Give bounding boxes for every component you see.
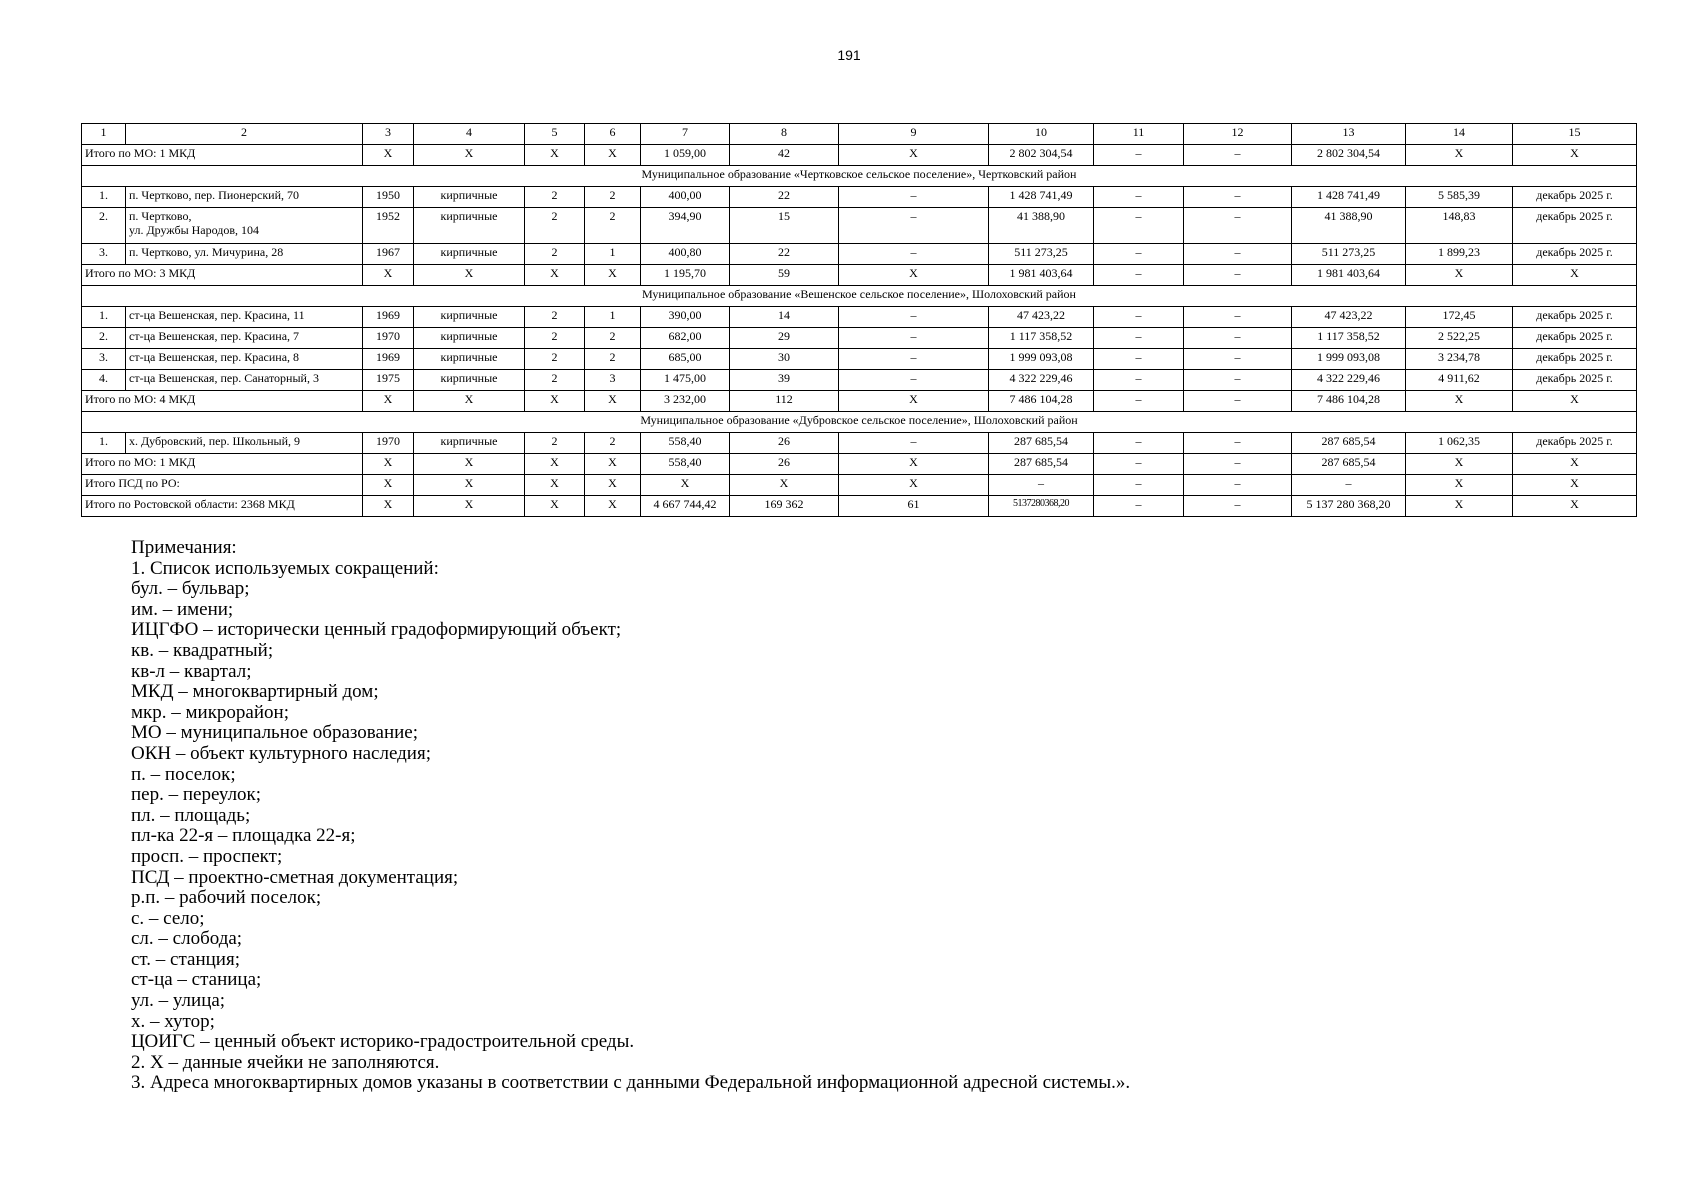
table-cell: – bbox=[1094, 244, 1184, 265]
table-cell: X bbox=[585, 145, 641, 166]
table-header-row bbox=[82, 124, 1637, 145]
total-row bbox=[82, 391, 1637, 412]
table-cell: – bbox=[1094, 349, 1184, 370]
table-cell: кирпичные bbox=[414, 244, 525, 265]
table-cell: 2 bbox=[525, 433, 585, 454]
table-cell: X bbox=[1406, 496, 1513, 517]
table-cell: 3 232,00 bbox=[641, 391, 730, 412]
column-number: 11 bbox=[1094, 124, 1184, 145]
table-cell: 42 bbox=[730, 145, 839, 166]
note-line: МО – муниципальное образование; bbox=[131, 722, 419, 744]
note-line: 1. Список используемых сокращений: bbox=[131, 557, 439, 579]
table-cell: 1 195,70 bbox=[641, 265, 730, 286]
table-cell: X bbox=[730, 475, 839, 496]
table-cell: 2 bbox=[525, 370, 585, 391]
table-cell: X bbox=[1406, 475, 1513, 496]
table-cell: 3 bbox=[585, 370, 641, 391]
column-number: 8 bbox=[730, 124, 839, 145]
note-line: с. – село; bbox=[131, 907, 205, 929]
column-number: 6 bbox=[585, 124, 641, 145]
table-cell: 26 bbox=[730, 433, 839, 454]
table-cell: X bbox=[839, 391, 989, 412]
note-line: п. – поселок; bbox=[131, 763, 236, 785]
column-number: 5 bbox=[525, 124, 585, 145]
table-cell: 3. bbox=[82, 349, 126, 370]
table-cell: – bbox=[1184, 244, 1292, 265]
table-cell: 1 117 358,52 bbox=[1292, 328, 1406, 349]
section-header-row bbox=[82, 166, 1637, 187]
column-number: 4 bbox=[414, 124, 525, 145]
table-cell: – bbox=[1094, 307, 1184, 328]
table-cell: – bbox=[1184, 187, 1292, 208]
table-cell: 3 234,78 bbox=[1406, 349, 1513, 370]
table-row bbox=[82, 244, 1637, 265]
note-line: сл. – слобода; bbox=[131, 928, 243, 950]
table-cell: 2 bbox=[585, 328, 641, 349]
table-cell: 1952 bbox=[363, 208, 414, 244]
table-cell: декабрь 2025 г. bbox=[1513, 370, 1637, 391]
table-cell: 2 bbox=[585, 187, 641, 208]
table-cell: X bbox=[1513, 391, 1637, 412]
table-cell: 1 062,35 bbox=[1406, 433, 1513, 454]
note-line: ст. – станция; bbox=[131, 948, 240, 970]
table-cell: 287 685,54 bbox=[989, 433, 1094, 454]
total-row bbox=[82, 454, 1637, 475]
table-cell: декабрь 2025 г. bbox=[1513, 307, 1637, 328]
table-cell: X bbox=[525, 496, 585, 517]
table-cell: кирпичные bbox=[414, 349, 525, 370]
table-cell: 2. bbox=[82, 328, 126, 349]
table-cell: X bbox=[585, 265, 641, 286]
table-cell: Итого по МО: 1 МКД bbox=[82, 454, 363, 475]
table-cell: 2. bbox=[82, 208, 126, 244]
table-cell: Муниципальное образование «Чертковское сельское поселение», Чертковский район bbox=[82, 166, 1637, 187]
table-row bbox=[82, 433, 1637, 454]
total-row bbox=[82, 496, 1637, 517]
table-cell: X bbox=[585, 454, 641, 475]
table-cell: X bbox=[1513, 454, 1637, 475]
table-cell: п. Чертково, ул. Мичурина, 28 bbox=[126, 244, 363, 265]
table-cell: 172,45 bbox=[1406, 307, 1513, 328]
table-cell: – bbox=[1184, 475, 1292, 496]
note-line: ОКН – объект культурного наследия; bbox=[131, 742, 431, 764]
table-cell: 2 bbox=[525, 349, 585, 370]
note-line: х. – хутор; bbox=[131, 1010, 215, 1032]
table-cell: кирпичные bbox=[414, 307, 525, 328]
table-cell: X bbox=[363, 145, 414, 166]
table-cell: – bbox=[839, 307, 989, 328]
table-cell: – bbox=[839, 328, 989, 349]
table-cell: х. Дубровский, пер. Школьный, 9 bbox=[126, 433, 363, 454]
table-cell: 4. bbox=[82, 370, 126, 391]
table-cell: 2 522,25 bbox=[1406, 328, 1513, 349]
table-cell: кирпичные bbox=[414, 370, 525, 391]
table-cell: – bbox=[1184, 454, 1292, 475]
table-cell: 3. bbox=[82, 244, 126, 265]
column-number: 15 bbox=[1513, 124, 1637, 145]
table-cell: ст-ца Вешенская, пер. Красина, 11 bbox=[126, 307, 363, 328]
table-row bbox=[82, 208, 1637, 244]
table-cell: X bbox=[414, 265, 525, 286]
table-cell: 1 428 741,49 bbox=[1292, 187, 1406, 208]
total-row bbox=[82, 265, 1637, 286]
table-cell: – bbox=[1094, 391, 1184, 412]
table-cell: X bbox=[585, 475, 641, 496]
table-cell: 1 999 093,08 bbox=[989, 349, 1094, 370]
table-cell: 22 bbox=[730, 244, 839, 265]
table-cell: X bbox=[525, 391, 585, 412]
table-cell: 2 bbox=[585, 208, 641, 244]
table-cell: 41 388,90 bbox=[1292, 208, 1406, 244]
table-cell: 685,00 bbox=[641, 349, 730, 370]
table-cell: X bbox=[1406, 145, 1513, 166]
table-cell: 1970 bbox=[363, 328, 414, 349]
table-cell: – bbox=[1292, 475, 1406, 496]
note-line: ИЦГФО – исторически ценный градоформирующий объект; bbox=[131, 619, 622, 641]
table-row bbox=[82, 307, 1637, 328]
table-cell: 7 486 104,28 bbox=[1292, 391, 1406, 412]
table-cell: 1967 bbox=[363, 244, 414, 265]
note-line: пл-ка 22-я – площадка 22-я; bbox=[131, 825, 356, 847]
table-cell: 26 bbox=[730, 454, 839, 475]
table-cell: 1 bbox=[585, 307, 641, 328]
table-cell: X bbox=[363, 475, 414, 496]
table-cell: Итого по МО: 4 МКД bbox=[82, 391, 363, 412]
table-cell: 169 362 bbox=[730, 496, 839, 517]
note-line: МКД – многоквартирный дом; bbox=[131, 681, 379, 703]
table-cell: п. Чертково, ул. Дружбы Народов, 104 bbox=[126, 208, 363, 244]
table-cell: – bbox=[839, 244, 989, 265]
table-cell: 7 486 104,28 bbox=[989, 391, 1094, 412]
table-cell: – bbox=[1094, 208, 1184, 244]
table-cell: – bbox=[1094, 265, 1184, 286]
table-cell: 1969 bbox=[363, 349, 414, 370]
table-cell: 4 667 744,42 bbox=[641, 496, 730, 517]
table-cell: 1 899,23 bbox=[1406, 244, 1513, 265]
table-cell: кирпичные bbox=[414, 187, 525, 208]
table-cell: X bbox=[839, 145, 989, 166]
table-cell: кирпичные bbox=[414, 433, 525, 454]
table-cell: 2 802 304,54 bbox=[989, 145, 1094, 166]
table-cell: X bbox=[414, 145, 525, 166]
table-cell: X bbox=[363, 265, 414, 286]
table-cell: 2 bbox=[585, 433, 641, 454]
page-number: 191 bbox=[837, 47, 861, 63]
note-line: мкр. – микрорайон; bbox=[131, 701, 289, 723]
table-cell: кирпичные bbox=[414, 328, 525, 349]
table-cell: – bbox=[989, 475, 1094, 496]
table-cell: 2 bbox=[525, 307, 585, 328]
table-cell: X bbox=[363, 454, 414, 475]
table-cell: – bbox=[1094, 496, 1184, 517]
table-cell: декабрь 2025 г. bbox=[1513, 433, 1637, 454]
column-number: 2 bbox=[126, 124, 363, 145]
table-cell: X bbox=[1513, 496, 1637, 517]
table-cell: X bbox=[1513, 265, 1637, 286]
table-cell: 14 bbox=[730, 307, 839, 328]
table-cell: – bbox=[839, 208, 989, 244]
table-cell: X bbox=[414, 454, 525, 475]
table-cell: 2 802 304,54 bbox=[1292, 145, 1406, 166]
column-number: 13 bbox=[1292, 124, 1406, 145]
table-cell: декабрь 2025 г. bbox=[1513, 328, 1637, 349]
notes-section bbox=[131, 538, 1591, 1094]
table-cell: – bbox=[1094, 475, 1184, 496]
table-cell: – bbox=[1184, 433, 1292, 454]
table-cell: X bbox=[1513, 475, 1637, 496]
table-cell: 47 423,22 bbox=[1292, 307, 1406, 328]
table-cell: 5137280368,20 bbox=[989, 496, 1094, 517]
table-cell: 1. bbox=[82, 307, 126, 328]
table-cell: X bbox=[363, 391, 414, 412]
table-cell: 1 999 093,08 bbox=[1292, 349, 1406, 370]
table-cell: ст-ца Вешенская, пер. Санаторный, 3 bbox=[126, 370, 363, 391]
note-line: 2. X – данные ячейки не заполняются. bbox=[131, 1051, 440, 1073]
table-cell: 1. bbox=[82, 433, 126, 454]
table-cell: 4 322 229,46 bbox=[989, 370, 1094, 391]
table-cell: 47 423,22 bbox=[989, 307, 1094, 328]
column-number: 1 bbox=[82, 124, 126, 145]
table-cell: 390,00 bbox=[641, 307, 730, 328]
table-cell: Итого по МО: 1 МКД bbox=[82, 145, 363, 166]
table-cell: 1 bbox=[585, 244, 641, 265]
table-cell: – bbox=[1094, 433, 1184, 454]
table-cell: X bbox=[839, 265, 989, 286]
table-cell: – bbox=[1184, 496, 1292, 517]
table-cell: 1 981 403,64 bbox=[1292, 265, 1406, 286]
table-row bbox=[82, 349, 1637, 370]
table-cell: X bbox=[1406, 454, 1513, 475]
note-line: пер. – переулок; bbox=[131, 784, 262, 806]
table-cell: X bbox=[839, 475, 989, 496]
note-line: ул. – улица; bbox=[131, 990, 226, 1012]
column-number: 7 bbox=[641, 124, 730, 145]
table-row bbox=[82, 328, 1637, 349]
total-row bbox=[82, 475, 1637, 496]
table-cell: 1 428 741,49 bbox=[989, 187, 1094, 208]
total-row bbox=[82, 145, 1637, 166]
table-cell: ст-ца Вешенская, пер. Красина, 7 bbox=[126, 328, 363, 349]
section-header-row bbox=[82, 412, 1637, 433]
table-cell: Итого по МО: 3 МКД bbox=[82, 265, 363, 286]
table-cell: X bbox=[525, 265, 585, 286]
table-cell: Итого по Ростовской области: 2368 МКД bbox=[82, 496, 363, 517]
table-cell: 287 685,54 bbox=[1292, 454, 1406, 475]
table-cell: 1970 bbox=[363, 433, 414, 454]
column-number: 12 bbox=[1184, 124, 1292, 145]
section-header-row bbox=[82, 286, 1637, 307]
table-cell: 148,83 bbox=[1406, 208, 1513, 244]
table-cell: – bbox=[1184, 370, 1292, 391]
table-cell: 2 bbox=[525, 244, 585, 265]
table-cell: X bbox=[414, 496, 525, 517]
note-line: ЦОИГС – ценный объект историко-градостроительной среды. bbox=[131, 1031, 635, 1053]
housing-repair-table bbox=[81, 123, 1637, 517]
table-cell: – bbox=[1184, 349, 1292, 370]
table-cell: – bbox=[1094, 328, 1184, 349]
table-cell: – bbox=[1094, 370, 1184, 391]
table-cell: – bbox=[1094, 145, 1184, 166]
table-row bbox=[82, 187, 1637, 208]
table-cell: X bbox=[414, 475, 525, 496]
table-cell: 61 bbox=[839, 496, 989, 517]
column-number: 9 bbox=[839, 124, 989, 145]
column-number: 10 bbox=[989, 124, 1094, 145]
note-line: пл. – площадь; bbox=[131, 804, 251, 826]
table-cell: – bbox=[1184, 208, 1292, 244]
table-cell: X bbox=[1513, 145, 1637, 166]
table-row bbox=[82, 370, 1637, 391]
table-cell: 558,40 bbox=[641, 454, 730, 475]
note-line: просп. – проспект; bbox=[131, 845, 283, 867]
column-number: 3 bbox=[363, 124, 414, 145]
table-cell: 41 388,90 bbox=[989, 208, 1094, 244]
table-cell: 682,00 bbox=[641, 328, 730, 349]
table-cell: 1. bbox=[82, 187, 126, 208]
table-cell: X bbox=[1406, 391, 1513, 412]
table-cell: 4 911,62 bbox=[1406, 370, 1513, 391]
table-cell: X bbox=[585, 496, 641, 517]
table-cell: декабрь 2025 г. bbox=[1513, 349, 1637, 370]
table-cell: – bbox=[1184, 307, 1292, 328]
table-cell: 5 137 280 368,20 bbox=[1292, 496, 1406, 517]
note-line: кв. – квадратный; bbox=[131, 639, 274, 661]
table-cell: 1969 bbox=[363, 307, 414, 328]
note-line: им. – имени; bbox=[131, 598, 234, 620]
note-line: ст-ца – станица; bbox=[131, 969, 262, 991]
table-cell: 2 bbox=[525, 208, 585, 244]
table-cell: 15 bbox=[730, 208, 839, 244]
table-cell: 29 bbox=[730, 328, 839, 349]
table-cell: X bbox=[414, 391, 525, 412]
note-line: р.п. – рабочий поселок; bbox=[131, 887, 322, 909]
table-cell: декабрь 2025 г. bbox=[1513, 187, 1637, 208]
table-cell: X bbox=[525, 454, 585, 475]
table-cell: 1975 bbox=[363, 370, 414, 391]
note-line: бул. – бульвар; bbox=[131, 578, 250, 600]
table-cell: X bbox=[525, 145, 585, 166]
table-cell: 287 685,54 bbox=[989, 454, 1094, 475]
table-cell: 2 bbox=[585, 349, 641, 370]
table-cell: 511 273,25 bbox=[1292, 244, 1406, 265]
table-cell: 394,90 bbox=[641, 208, 730, 244]
notes-title: Примечания: bbox=[131, 537, 237, 558]
table-cell: – bbox=[1094, 454, 1184, 475]
table-cell: 22 bbox=[730, 187, 839, 208]
table-cell: 4 322 229,46 bbox=[1292, 370, 1406, 391]
table-cell: 558,40 bbox=[641, 433, 730, 454]
table-cell: ст-ца Вешенская, пер. Красина, 8 bbox=[126, 349, 363, 370]
note-line: ПСД – проектно-сметная документация; bbox=[131, 866, 459, 888]
table-cell: 39 bbox=[730, 370, 839, 391]
note-line: кв-л – квартал; bbox=[131, 660, 252, 682]
table-cell: п. Чертково, пер. Пионерский, 70 bbox=[126, 187, 363, 208]
table-cell: – bbox=[839, 349, 989, 370]
table-cell: 2 bbox=[525, 328, 585, 349]
column-number: 14 bbox=[1406, 124, 1513, 145]
table-cell: 1 981 403,64 bbox=[989, 265, 1094, 286]
table-cell: декабрь 2025 г. bbox=[1513, 208, 1637, 244]
table-cell: X bbox=[641, 475, 730, 496]
table-cell: X bbox=[585, 391, 641, 412]
table-cell: – bbox=[1184, 391, 1292, 412]
table-cell: X bbox=[839, 454, 989, 475]
table-cell: 511 273,25 bbox=[989, 244, 1094, 265]
table-cell: – bbox=[839, 370, 989, 391]
table-cell: – bbox=[1184, 145, 1292, 166]
table-cell: 30 bbox=[730, 349, 839, 370]
table-cell: – bbox=[839, 187, 989, 208]
table-cell: Итого ПСД по РО: bbox=[82, 475, 363, 496]
table-cell: – bbox=[839, 433, 989, 454]
table-cell: 2 bbox=[525, 187, 585, 208]
table-cell: декабрь 2025 г. bbox=[1513, 244, 1637, 265]
table-cell: Муниципальное образование «Дубровское сельское поселение», Шолоховский район bbox=[82, 412, 1637, 433]
table-cell: 1950 bbox=[363, 187, 414, 208]
table-cell: 287 685,54 bbox=[1292, 433, 1406, 454]
table-cell: 1 059,00 bbox=[641, 145, 730, 166]
table-cell: 112 bbox=[730, 391, 839, 412]
table-cell: – bbox=[1094, 187, 1184, 208]
table-cell: 400,00 bbox=[641, 187, 730, 208]
table-cell: 1 117 358,52 bbox=[989, 328, 1094, 349]
table-cell: X bbox=[525, 475, 585, 496]
table-cell: 400,80 bbox=[641, 244, 730, 265]
table-cell: кирпичные bbox=[414, 208, 525, 244]
table-cell: 5 585,39 bbox=[1406, 187, 1513, 208]
table-cell: X bbox=[363, 496, 414, 517]
note-line: 3. Адреса многоквартирных домов указаны в соответствии с данными Федеральной информационной адресной системы.». bbox=[131, 1072, 1131, 1094]
table-cell: 1 475,00 bbox=[641, 370, 730, 391]
table-cell: 59 bbox=[730, 265, 839, 286]
table-cell: – bbox=[1184, 328, 1292, 349]
table-cell: – bbox=[1184, 265, 1292, 286]
table-cell: Муниципальное образование «Вешенское сельское поселение», Шолоховский район bbox=[82, 286, 1637, 307]
table-cell: X bbox=[1406, 265, 1513, 286]
